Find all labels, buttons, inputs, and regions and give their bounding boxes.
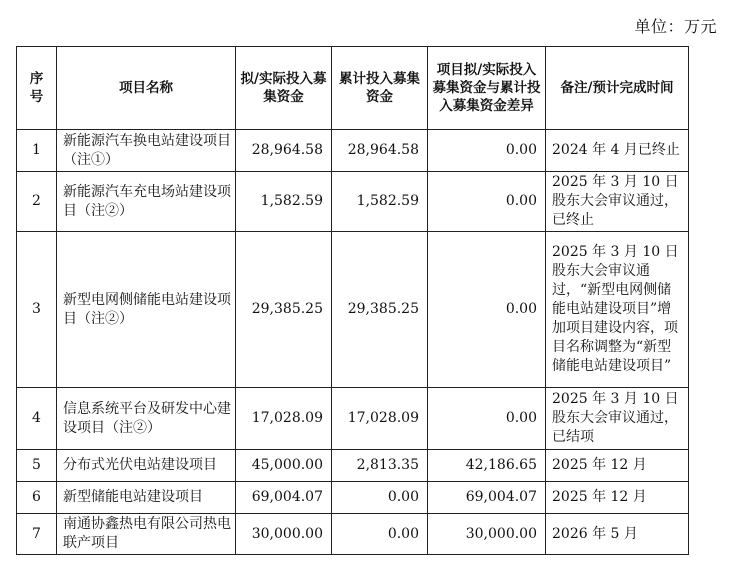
table-row	[17, 388, 689, 450]
cell-note: 2025 年 12 月	[546, 482, 689, 514]
cell-note: 2025 年 3 月 10 日股东大会审议通过，已结项	[546, 388, 689, 450]
cell-seq: 3	[17, 232, 57, 388]
header-note: 备注/预计完成时间	[546, 47, 689, 130]
cell-cumulative: 0.00	[332, 482, 428, 514]
table-row	[17, 232, 689, 388]
cell-seq: 6	[17, 482, 57, 514]
table-row	[17, 130, 689, 172]
header-name: 项目名称	[57, 47, 236, 130]
cell-diff: 69,004.07	[428, 482, 546, 514]
cell-name: 信息系统平台及研发中心建设项目（注②）	[57, 388, 236, 450]
cell-note: 2025 年 12 月	[546, 450, 689, 482]
cell-cumulative: 29,385.25	[332, 232, 428, 388]
cell-planned: 30,000.00	[236, 514, 332, 555]
cell-cumulative: 1,582.59	[332, 172, 428, 232]
cell-name: 南通协鑫热电有限公司热电联产项目	[57, 514, 236, 555]
cell-diff: 30,000.00	[428, 514, 546, 555]
cell-seq: 4	[17, 388, 57, 450]
cell-name: 新型储能电站建设项目	[57, 482, 236, 514]
cell-diff: 42,186.65	[428, 450, 546, 482]
cell-planned: 69,004.07	[236, 482, 332, 514]
cell-cumulative: 2,813.35	[332, 450, 428, 482]
table-row	[17, 482, 689, 514]
header-planned: 拟/实际投入募集资金	[236, 47, 332, 130]
cell-cumulative: 0.00	[332, 514, 428, 555]
cell-diff: 0.00	[428, 172, 546, 232]
table-row	[17, 172, 689, 232]
cell-diff: 0.00	[428, 388, 546, 450]
cell-note: 2026 年 5 月	[546, 514, 689, 555]
cell-name: 分布式光伏电站建设项目	[57, 450, 236, 482]
table-row	[17, 514, 689, 555]
cell-seq: 7	[17, 514, 57, 555]
cell-seq: 5	[17, 450, 57, 482]
fundraising-table	[16, 46, 689, 555]
cell-planned: 1,582.59	[236, 172, 332, 232]
table-row	[17, 450, 689, 482]
cell-name: 新型电网侧储能电站建设项目（注②）	[57, 232, 236, 388]
cell-planned: 29,385.25	[236, 232, 332, 388]
table-header-row	[17, 47, 689, 130]
cell-planned: 28,964.58	[236, 130, 332, 172]
cell-note: 2025 年 3 月 10 日股东大会审议通过，“新型电网侧储能电站建设项目”增加项目建设内容，项目名称调整为“新型储能电站建设项目”	[546, 232, 689, 388]
cell-diff: 0.00	[428, 130, 546, 172]
cell-name: 新能源汽车充电场站建设项目（注②）	[57, 172, 236, 232]
cell-note: 2024 年 4 月已终止	[546, 130, 689, 172]
header-seq: 序号	[17, 47, 57, 130]
cell-planned: 17,028.09	[236, 388, 332, 450]
cell-note: 2025 年 3 月 10 日股东大会审议通过，已终止	[546, 172, 689, 232]
cell-name: 新能源汽车换电站建设项目（注①）	[57, 130, 236, 172]
cell-diff: 0.00	[428, 232, 546, 388]
unit-label: 单位：万元	[634, 17, 717, 36]
header-diff: 项目拟/实际投入募集资金与累计投入募集资金差异	[428, 47, 546, 130]
header-cumulative: 累计投入募集资金	[332, 47, 428, 130]
cell-seq: 2	[17, 172, 57, 232]
cell-cumulative: 28,964.58	[332, 130, 428, 172]
cell-seq: 1	[17, 130, 57, 172]
cell-planned: 45,000.00	[236, 450, 332, 482]
cell-cumulative: 17,028.09	[332, 388, 428, 450]
